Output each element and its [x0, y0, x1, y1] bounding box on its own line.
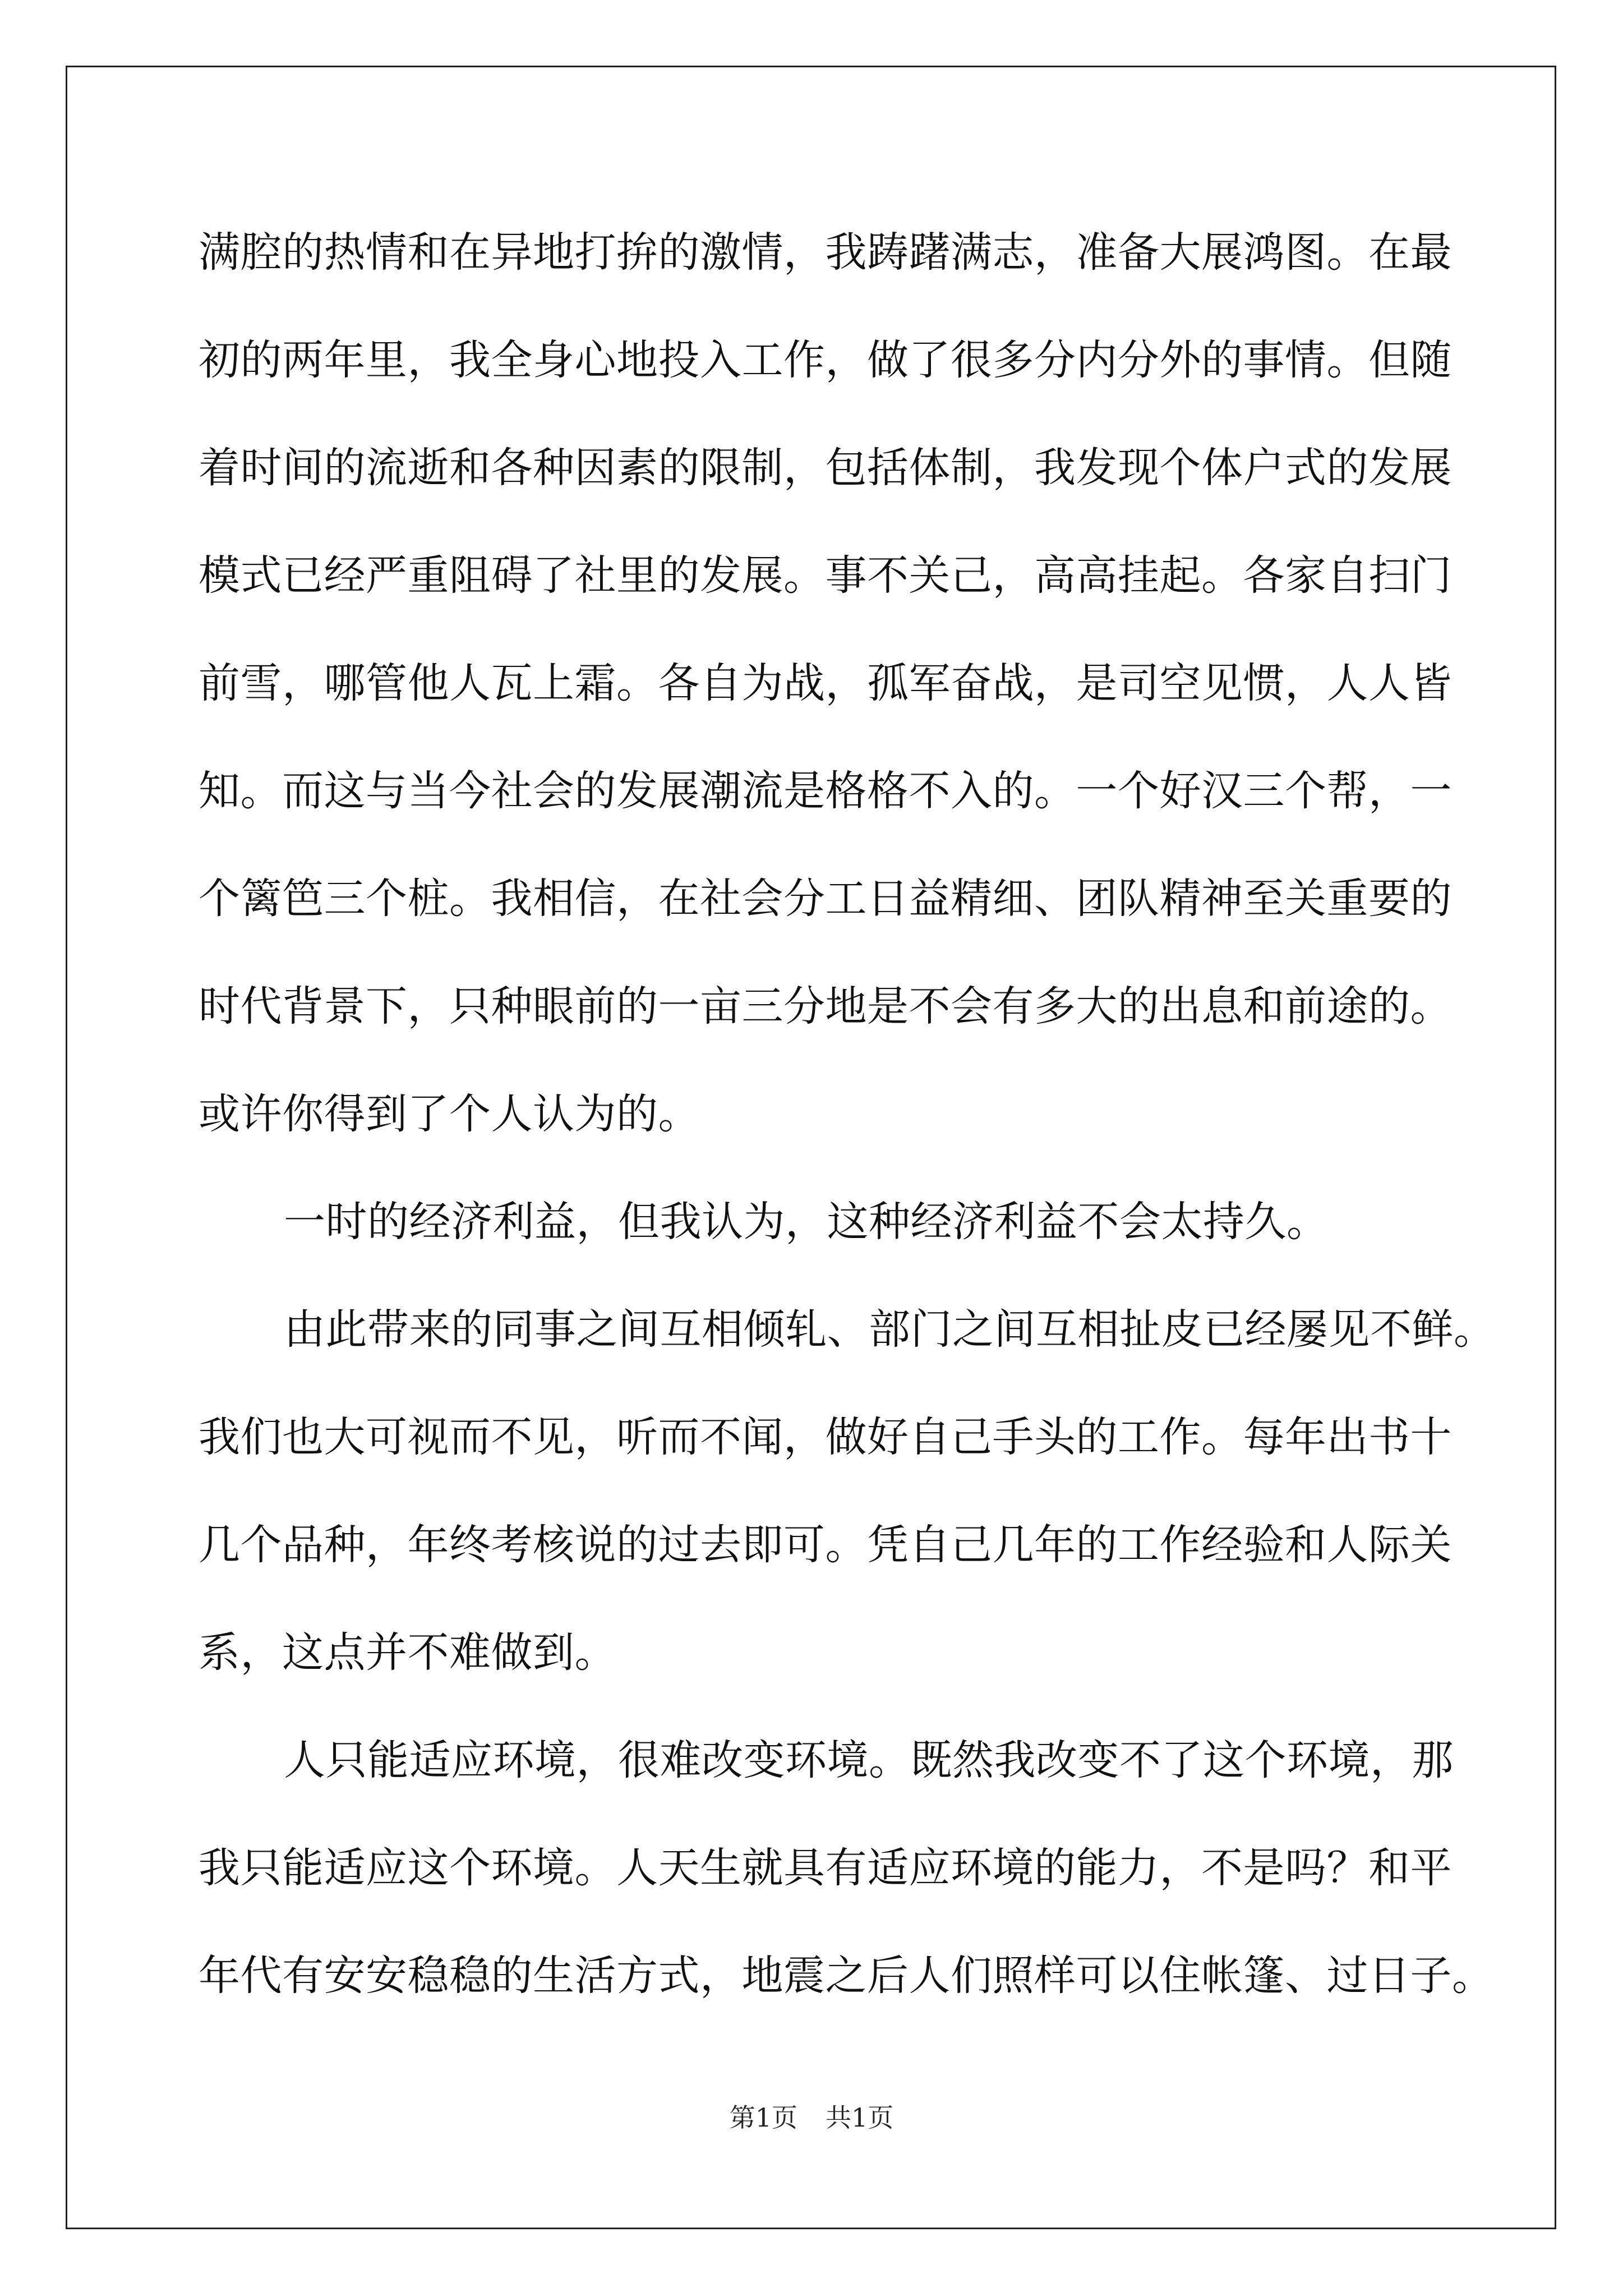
text-line: 知。而这与当今社会的发展潮流是格格不入的。一个好汉三个帮，一 [199, 767, 1452, 815]
paragraph-first-line: 一时的经济利益，但我认为，这种经济利益不会太持久。 [284, 1198, 1329, 1246]
paragraph-first-line: 由此带来的同事之间互相倾轧、部门之间互相扯皮已经屡见不鲜。 [284, 1305, 1496, 1354]
text-line: 或许你得到了个人认为的。 [199, 1090, 700, 1138]
text-line: 满腔的热情和在异地打拚的激情，我踌躇满志，准备大展鸿图。在最 [199, 228, 1452, 277]
page-number: 第1页 [729, 2102, 797, 2133]
paragraph-first-line: 人只能适应环境，很难改变环境。既然我改变不了这个环境，那 [284, 1736, 1454, 1784]
text-line: 年代有安安稳稳的生活方式，地震之后人们照样可以住帐篷、过日子。 [199, 1952, 1494, 2000]
text-line: 前雪，哪管他人瓦上霜。各自为战，孤军奋战，是司空见惯，人人皆 [199, 659, 1452, 707]
text-line: 个篱笆三个桩。我相信，在社会分工日益精细、团队精神至关重要的 [199, 875, 1452, 923]
text-line: 我们也大可视而不见，听而不闻，做好自己手头的工作。每年出书十 [199, 1413, 1452, 1461]
text-line: 我只能适应这个环境。人天生就具有适应环境的能力，不是吗？和平 [199, 1844, 1452, 1892]
text-line: 着时间的流逝和各种因素的限制，包括体制，我发现个体户式的发展 [199, 444, 1452, 492]
page-total: 共1页 [826, 2102, 894, 2133]
text-line: 初的两年里，我全身心地投入工作，做了很多分内分外的事情。但随 [199, 336, 1452, 384]
text-line: 模式已经严重阻碍了社里的发展。事不关己，高高挂起。各家自扫门 [199, 551, 1452, 600]
page-footer [0, 2101, 1623, 2134]
text-line: 系，这点并不难做到。 [199, 1628, 616, 1677]
text-line: 几个品种，年终考核说的过去即可。凭自己几年的工作经验和人际关 [199, 1521, 1452, 1569]
text-line: 时代背景下，只种眼前的一亩三分地是不会有多大的出息和前途的。 [199, 982, 1452, 1030]
